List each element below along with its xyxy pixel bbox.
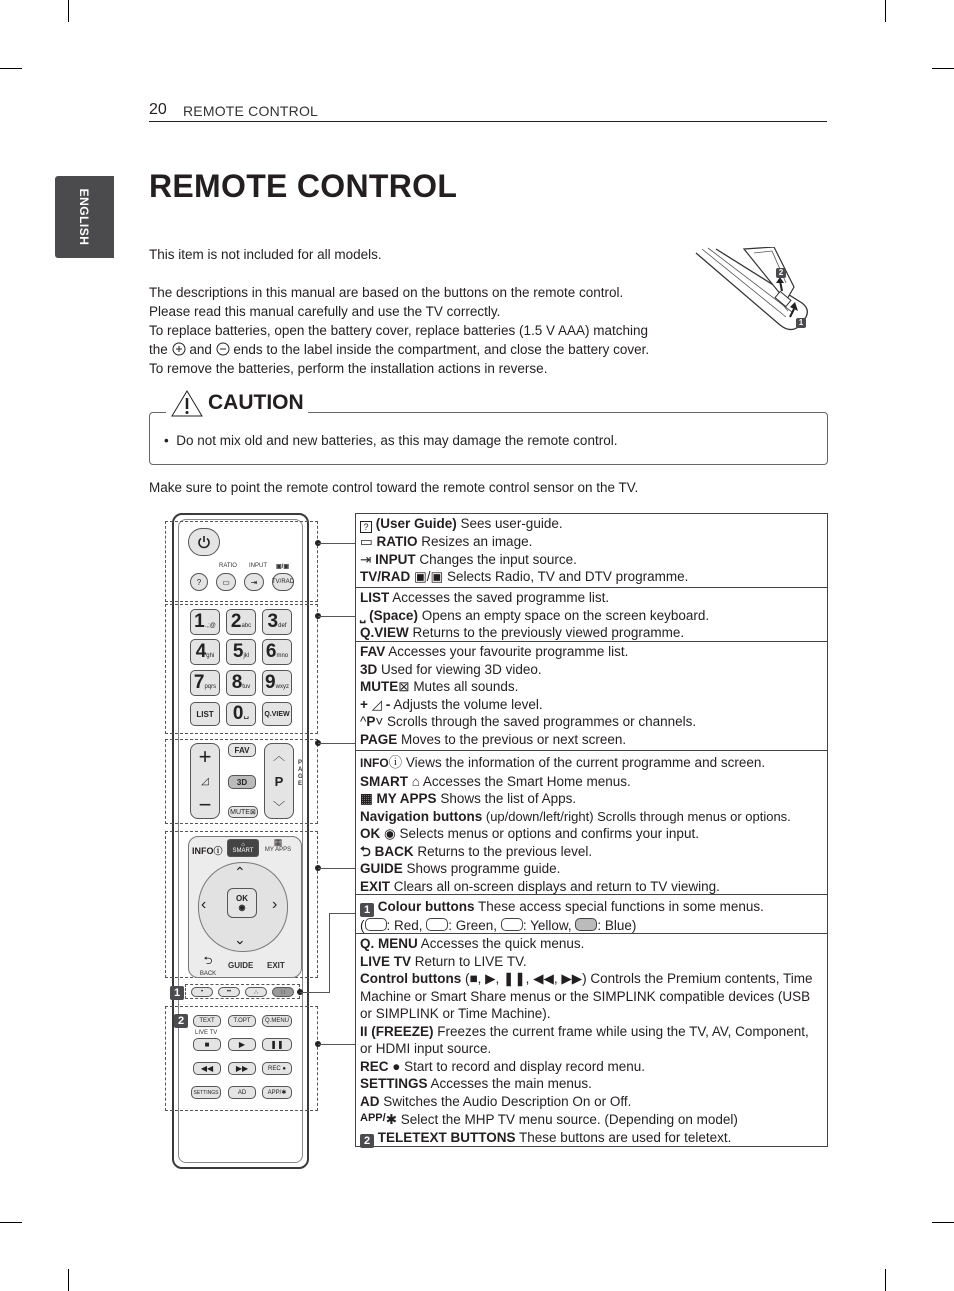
remote-group-top (165, 521, 318, 602)
ratio-button[interactable] (216, 573, 236, 591)
smart-label: SMART (232, 848, 254, 854)
chevron-down-icon: ﹀ (272, 800, 285, 814)
description-line (360, 551, 823, 569)
key-letters: def (278, 623, 287, 629)
warning-triangle-icon (170, 389, 204, 417)
running-header: REMOTE CONTROL (183, 103, 319, 119)
description-line (360, 825, 823, 843)
stop-icon: ■ (204, 1040, 210, 1049)
key-number: 1 (194, 611, 205, 632)
intro-text: ends to the label inside the compartment, and close the battery cover. (233, 342, 650, 357)
definition: Freezes the current frame while using the TV, AV, Component, or HDMI input source. (360, 1023, 809, 1056)
app-label: APP/ (267, 1089, 282, 1096)
back-button[interactable] (195, 952, 221, 977)
key-2[interactable] (226, 609, 256, 635)
term: INPUT (375, 551, 416, 567)
yellow-button-icon (501, 918, 523, 931)
button-description-table (355, 513, 828, 1147)
definition: Return to LIVE TV. (411, 953, 527, 969)
chevron-up-icon: ︿ (272, 749, 285, 763)
key-number: 6 (265, 641, 277, 662)
intro-line (149, 340, 749, 359)
table-row (356, 588, 827, 642)
key-letters: wxyz (275, 684, 289, 690)
table-row (356, 514, 827, 588)
fast-forward-button[interactable] (228, 1062, 256, 1075)
term: TELETEXT BUTTONS (377, 1129, 516, 1145)
key-letters: tuv (242, 684, 251, 690)
definition: Accesses the main menus. (427, 1076, 592, 1091)
back-arrow-icon: ⮌ (203, 955, 213, 967)
key-number: 0 (232, 703, 244, 724)
description-line (360, 696, 823, 714)
play-button[interactable] (228, 1038, 256, 1051)
description-line (360, 808, 823, 826)
definition: Accesses the quick menus. (417, 936, 585, 951)
key-3[interactable] (262, 609, 292, 635)
key-number: 8 (231, 672, 243, 693)
pause-button[interactable] (262, 1038, 292, 1051)
crop-mark (68, 0, 69, 22)
callout-number-2: 2 (360, 1134, 374, 1148)
description-line (360, 678, 823, 696)
volume-icon: ◿ (371, 696, 383, 712)
minus-circle-icon (216, 342, 230, 356)
ratio-icon: ▭ (222, 577, 230, 587)
term: EXIT (360, 878, 391, 894)
term: BACK (374, 843, 414, 859)
table-row (356, 934, 827, 1146)
caution-text: Do not mix old and new batteries, as this may damage the remote control. (176, 433, 618, 448)
term: Colour buttons (377, 899, 475, 914)
description-line (360, 917, 823, 935)
intro-line: To replace batteries, open the battery cover, replace batteries (1.5 V AAA) matching (149, 323, 649, 338)
asterisk-icon: ✱ (281, 1090, 287, 1096)
blue-button[interactable]: ∷ (272, 987, 294, 997)
definition: ● Start to record and display record menu. (388, 1058, 646, 1074)
definition: These access special functions in some menus. (474, 899, 764, 914)
definition: (■, ▶, ❚❚, ◀◀, ▶▶) Controls the Premium contents, Time Machine or Smart Share menus or the SIMPLINK compatible devices (USB or SIMPLINK or Time Machine). (360, 971, 813, 1021)
definition: Selects Radio, TV and DTV programme. (443, 569, 689, 584)
volume-up-icon: + (198, 744, 212, 769)
key-number: 4 (195, 641, 207, 662)
volume-icon: ◿ (201, 775, 209, 787)
crop-mark (0, 68, 22, 69)
green-button-icon (426, 918, 448, 931)
term: Control buttons (360, 971, 462, 986)
term: APP/ (360, 1112, 386, 1124)
question-icon: ? (196, 577, 202, 587)
crop-mark (932, 68, 954, 69)
crop-mark (932, 1222, 954, 1223)
leader-line (318, 743, 355, 744)
description-line (360, 1058, 823, 1076)
back-arrow-icon: ⮌ (360, 843, 371, 859)
header-divider (149, 121, 827, 122)
key-8[interactable] (226, 670, 256, 696)
leader-line (329, 913, 330, 993)
programme-label: P (274, 773, 284, 789)
key-6[interactable] (262, 639, 292, 665)
q-view-button[interactable]: Q.VIEW (262, 702, 292, 726)
info-circle-icon: ⓘ (388, 755, 403, 770)
home-icon: ⌂ (241, 842, 245, 848)
intro-line: The descriptions in this manual are based on the buttons on the remote control. (149, 285, 624, 300)
description-line (360, 568, 823, 586)
key-letters: abc (241, 623, 252, 629)
definition: : Yellow, (522, 918, 576, 933)
language-tab (55, 176, 114, 258)
caution-label: CAUTION (208, 391, 304, 414)
definition: Returns to the previous level. (413, 843, 593, 859)
asterisk-icon: ✱ (385, 1112, 397, 1127)
blue-button-icon (575, 918, 597, 931)
term: II (FREEZE) (360, 1023, 434, 1039)
term: MUTE (360, 679, 399, 694)
caution-heading (166, 389, 308, 417)
battery-step-marker: 2 (776, 268, 786, 278)
q-menu-button[interactable]: Q.MENU (262, 1015, 292, 1027)
definition: ( (360, 918, 365, 933)
term: GUIDE (360, 861, 403, 876)
info-label: INFO (192, 846, 214, 856)
term: MY APPS (376, 791, 437, 806)
chevron-down-icon: ˅ (375, 714, 384, 729)
term: OK (360, 826, 381, 841)
nav-right-icon[interactable]: › (272, 896, 278, 913)
definition: Sees user-guide. (456, 516, 563, 531)
info-button[interactable]: INFOⓘ (192, 846, 223, 856)
term: P (366, 714, 376, 729)
key-0[interactable] (226, 702, 256, 726)
term: Q. MENU (360, 936, 418, 951)
key-4[interactable] (190, 639, 220, 665)
callout-number-1: 1 (360, 903, 374, 917)
back-label: BACK (199, 971, 217, 977)
stop-button[interactable] (193, 1038, 221, 1051)
definition: Shows programme guide. (402, 861, 561, 876)
description-line (360, 643, 823, 661)
intro-line: To remove the batteries, perform the installation actions in reverse. (149, 361, 548, 376)
key-number: 9 (265, 672, 276, 693)
smart-button[interactable] (227, 839, 259, 857)
definition: : Green, (448, 918, 501, 933)
programme-rocker[interactable] (264, 743, 294, 819)
term: REC (360, 1058, 389, 1074)
definition: Scrolls through the saved programmes or channels. (383, 714, 697, 729)
power-icon (197, 535, 211, 549)
definition: Returns to the previously viewed programme. (408, 625, 685, 640)
description-line (360, 1075, 823, 1093)
term: SMART (360, 773, 408, 789)
leader-line (318, 616, 355, 617)
key-number: 5 (232, 641, 244, 662)
leader-line (318, 543, 355, 544)
key-9[interactable] (262, 670, 292, 696)
definition: Resizes an image. (417, 534, 533, 549)
leader-line (318, 1044, 355, 1045)
chevron-up-icon: ^ (360, 714, 367, 729)
rec-label: REC (268, 1065, 281, 1072)
t-opt-button[interactable]: T.OPT (228, 1015, 256, 1027)
fav-button[interactable]: FAV (228, 743, 256, 757)
key-number: 2 (230, 611, 242, 632)
definition: Clears all on-screen displays and return to TV viewing. (390, 878, 720, 894)
definition: Adjusts the volume level. (390, 696, 543, 712)
intro-line: This item is not included for all models. (149, 247, 382, 262)
3d-icon: 3D (360, 661, 378, 677)
leader-line (318, 868, 355, 869)
term: LIST (360, 590, 390, 605)
my-apps-button[interactable] (263, 838, 293, 853)
definition: Used for viewing 3D video. (377, 661, 542, 677)
space-icon: ␣ (243, 708, 250, 719)
mute-label: MUTE (230, 808, 250, 816)
exit-button[interactable]: EXIT (267, 961, 285, 970)
grid-icon: ▦ (360, 791, 373, 806)
app-button[interactable] (262, 1086, 292, 1099)
definition: Changes the input source. (415, 551, 577, 567)
description-line (360, 661, 823, 679)
battery-step-marker: 1 (796, 318, 806, 328)
mute-icon: ⊠ (398, 679, 410, 694)
description-line (360, 533, 823, 551)
page-caption: PAGE (298, 760, 303, 787)
mute-button[interactable] (228, 806, 258, 818)
description-line (360, 515, 823, 533)
settings-button[interactable]: SETTINGS (191, 1086, 221, 1099)
plus-circle-icon (172, 342, 186, 356)
definition: (up/down/left/right) Scrolls through menus or options. (482, 808, 791, 824)
pause-icon: ❚❚ (270, 1040, 284, 1049)
key-1[interactable] (190, 609, 220, 635)
callout-number-2: 2 (174, 1014, 188, 1028)
page-title: REMOTE CONTROL (149, 168, 458, 204)
callout-number-1: 1 (170, 986, 184, 1000)
live-tv-caption: LIVE TV (195, 1030, 218, 1036)
nav-down-icon[interactable]: ⌃ (234, 931, 246, 947)
ratio-icon: ▭ (360, 534, 373, 549)
tvrad-caption: ▣/▣ (276, 564, 290, 570)
definition: Switches the Audio Description On or Off. (379, 1093, 632, 1109)
input-button[interactable] (244, 573, 264, 591)
description-line (360, 860, 823, 878)
pointing-note: Make sure to point the remote control toward the remote control sensor on the TV. (149, 480, 639, 495)
ad-button[interactable]: AD (228, 1086, 256, 1099)
description-line (360, 898, 823, 917)
grid-icon: ▦ (273, 837, 283, 847)
definition: These buttons are used for teletext. (515, 1129, 732, 1145)
description-line (360, 935, 823, 953)
power-button[interactable] (188, 528, 220, 556)
term: FAV (360, 644, 386, 659)
definition: : Red, (386, 918, 427, 933)
nav-left-icon[interactable]: ‹ (201, 896, 207, 913)
key-7[interactable] (190, 670, 220, 696)
definition: Accesses your favourite programme list. (385, 644, 629, 659)
key-number: 3 (267, 611, 279, 632)
description-line (360, 713, 823, 731)
term: - (385, 696, 391, 712)
definition: Select the MHP TV menu source. (Depending on model) (397, 1112, 738, 1127)
description-line (360, 1093, 823, 1111)
yellow-button[interactable]: ∴ (245, 987, 267, 997)
table-row (356, 751, 827, 895)
description-line (360, 1110, 823, 1129)
term: INFO (360, 756, 389, 770)
leader-line (329, 913, 355, 914)
ok-button[interactable] (227, 888, 257, 918)
green-button[interactable]: •• (218, 987, 240, 997)
term: SETTINGS (360, 1076, 428, 1091)
user-guide-button[interactable] (190, 573, 208, 591)
description-line (360, 731, 823, 749)
key-letters: pqrs (204, 684, 217, 690)
intro-text: and (189, 342, 212, 357)
volume-rocker[interactable] (190, 743, 220, 819)
caution-item: • Do not mix old and new batteries, as this may damage the remote control. (164, 433, 618, 448)
fast-forward-icon: ▶▶ (235, 1064, 249, 1073)
key-letters: ghi (206, 653, 215, 659)
table-row (356, 642, 827, 751)
description-line (360, 843, 823, 861)
definition: Accesses the saved programme list. (389, 590, 610, 605)
tv-radio-icon: ▣/▣ (414, 569, 444, 584)
definition: : Blue) (597, 918, 637, 933)
ok-dot-icon: ◉ (238, 903, 246, 912)
definition: Views the information of the current programme and screen. (402, 755, 766, 770)
page-number: 20 (149, 101, 167, 118)
rec-button[interactable] (262, 1062, 292, 1075)
description-line (360, 754, 823, 773)
intro-line: Please read this manual carefully and use the TV correctly. (149, 304, 501, 319)
leader-line (300, 992, 329, 993)
red-button-icon (365, 918, 387, 931)
term: PAGE (360, 731, 398, 747)
rewind-button[interactable] (193, 1062, 221, 1075)
home-icon: ⌂ (411, 773, 420, 789)
description-line (360, 790, 823, 808)
term: Navigation buttons (360, 808, 483, 824)
text-button[interactable]: TEXT (193, 1015, 221, 1027)
input-caption: INPUT (249, 563, 267, 569)
language-tab-label: ENGLISH (77, 188, 92, 246)
record-dot-icon: ● (282, 1065, 286, 1072)
term: (Space) (369, 607, 418, 623)
crop-mark (0, 1222, 22, 1223)
intro-text: the (149, 342, 168, 357)
guide-button[interactable]: GUIDE (228, 961, 254, 970)
definition: Moves to the previous or next screen. (397, 731, 627, 747)
input-icon: ⇥ (250, 577, 258, 587)
description-line (360, 1023, 823, 1058)
my-apps-label: MY APPS (264, 847, 292, 853)
ok-dot-icon: ◉ (384, 826, 396, 841)
definition: Accesses the Smart Home menus. (419, 773, 631, 789)
play-icon: ▶ (238, 1040, 246, 1049)
term: RATIO (376, 534, 418, 549)
definition: Shows the list of Apps. (436, 791, 577, 806)
description-line (360, 607, 823, 625)
list-button[interactable]: LIST (190, 702, 220, 726)
term: TV/RAD (360, 569, 411, 584)
crop-mark (885, 1269, 886, 1291)
description-line (360, 953, 823, 971)
key-letters: .,;@ (204, 623, 216, 629)
description-line (360, 878, 823, 896)
description-line (360, 1129, 823, 1148)
description-line (360, 970, 823, 1023)
volume-down-icon: − (198, 792, 212, 817)
space-icon: ⎵ (360, 607, 366, 623)
3d-button[interactable]: 3D (228, 775, 256, 789)
term: LIVE TV (360, 953, 412, 969)
key-number: 7 (193, 672, 205, 693)
term: + (360, 696, 368, 712)
question-icon: ? (360, 521, 372, 533)
rewind-icon: ◀◀ (200, 1064, 214, 1073)
input-icon: ⇥ (360, 551, 372, 567)
key-5[interactable] (226, 639, 256, 665)
table-row (356, 895, 827, 934)
term: Q.VIEW (360, 625, 409, 640)
definition: Mutes all sounds. (409, 679, 519, 694)
definition: Opens an empty space on the screen keyboard. (417, 607, 710, 623)
crop-mark (885, 0, 886, 22)
key-letters: mno (276, 653, 289, 659)
tv-rad-button[interactable]: TV/RAD (272, 573, 294, 591)
red-button[interactable]: • (191, 987, 213, 997)
description-line (360, 589, 823, 607)
battery-illustration (694, 247, 814, 342)
description-line (360, 624, 823, 642)
ok-label: OK (236, 894, 248, 903)
ratio-caption: RATIO (219, 563, 237, 569)
term: AD (360, 1093, 380, 1109)
mute-icon: ⊠ (249, 809, 256, 816)
key-letters: jkl (243, 653, 250, 659)
nav-up-icon[interactable]: ⌃ (234, 864, 246, 880)
definition: Selects menus or options and confirms your input. (395, 826, 699, 841)
term: (User Guide) (375, 516, 457, 531)
description-line (360, 773, 823, 791)
crop-mark (68, 1269, 69, 1291)
